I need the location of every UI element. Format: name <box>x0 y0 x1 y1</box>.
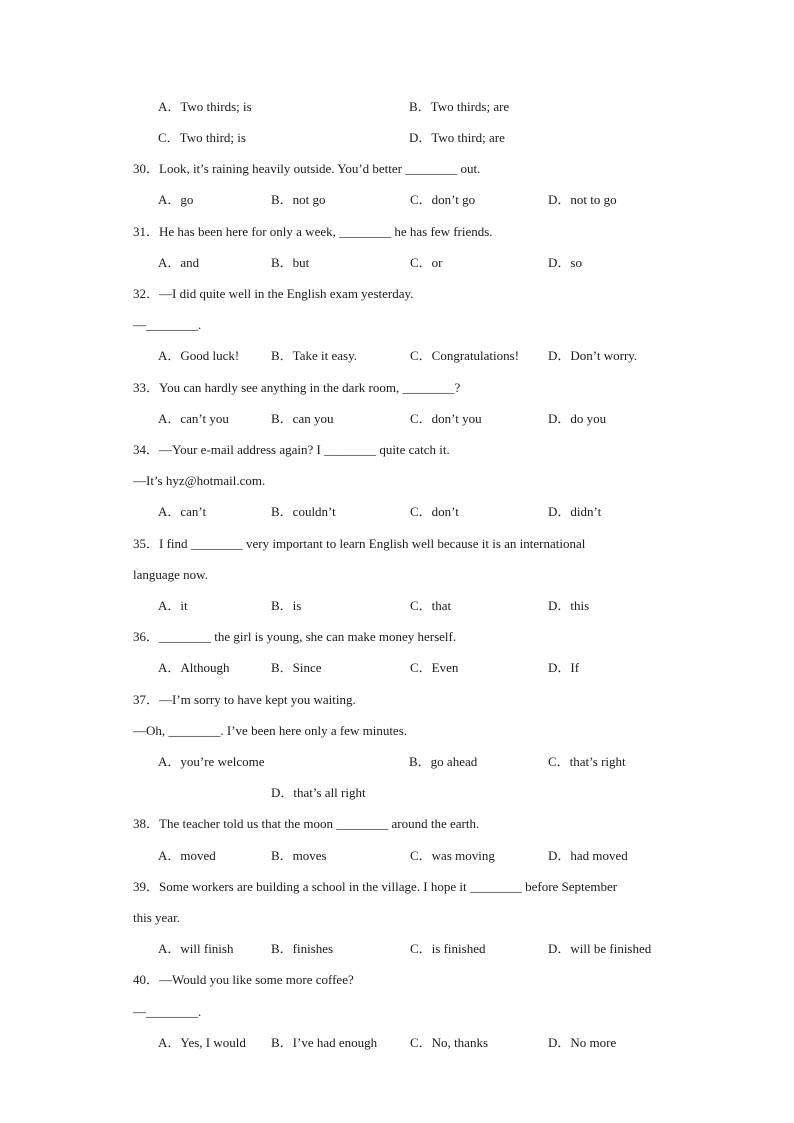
q34-reply: —It’s hyz@hotmail.com. <box>133 473 266 488</box>
q35-option-d: D．this <box>548 598 590 613</box>
q36-option-b: B．Since <box>271 660 322 675</box>
q33-stem: 33．You can hardly see anything in the dark room, ________? <box>133 380 461 395</box>
q38-stem: 38．The teacher told us that the moon ________ around the earth. <box>133 816 480 831</box>
q32-option-a: A．Good luck! <box>158 348 240 363</box>
q39-option-d: D．will be finished <box>548 941 652 956</box>
q30-option-c: C．don’t go <box>410 192 476 207</box>
q35-stem-continued: language now. <box>133 567 208 582</box>
q30-option-b: B．not go <box>271 192 326 207</box>
q33-option-b: B．can you <box>271 411 334 426</box>
q40-option-a: A．Yes, I would <box>158 1035 246 1050</box>
q38-option-b: B．moves <box>271 848 327 863</box>
q35-option-b: B．is <box>271 598 302 613</box>
q30-stem: 30．Look, it’s raining heavily outside. You’d better ________ out. <box>133 161 481 176</box>
q31-option-d: D．so <box>548 255 582 270</box>
q32-option-b: B．Take it easy. <box>271 348 357 363</box>
q39-option-a: A．will finish <box>158 941 234 956</box>
q29-option-b: B．Two thirds; are <box>409 99 510 114</box>
q32-reply: —________. <box>133 317 202 332</box>
q35-stem: 35．I find ________ very important to learn English well because it is an international <box>133 536 586 551</box>
q37-option-a: A．you’re welcome <box>158 754 265 769</box>
q33-option-d: D．do you <box>548 411 607 426</box>
q31-option-a: A．and <box>158 255 200 270</box>
q33-option-a: A．can’t you <box>158 411 229 426</box>
q36-stem: 36．________ the girl is young, she can make money herself. <box>133 629 457 644</box>
q39-option-c: C．is finished <box>410 941 486 956</box>
q32-option-d: D．Don’t worry. <box>548 348 638 363</box>
q32-stem: 32．—I did quite well in the English exam yesterday. <box>133 286 414 301</box>
q38-option-d: D．had moved <box>548 848 628 863</box>
q31-stem: 31．He has been here for only a week, ________ he has few friends. <box>133 224 493 239</box>
q33-option-c: C．don’t you <box>410 411 482 426</box>
q35-option-c: C．that <box>410 598 452 613</box>
q32-option-c: C．Congratulations! <box>410 348 520 363</box>
q31-option-b: B．but <box>271 255 310 270</box>
q39-stem: 39．Some workers are building a school in the village. I hope it ________ before September <box>133 879 618 894</box>
q34-option-b: B．couldn’t <box>271 504 336 519</box>
q36-option-a: A．Although <box>158 660 230 675</box>
q40-option-d: D．No more <box>548 1035 617 1050</box>
q40-reply: —________. <box>133 1004 202 1019</box>
q34-stem: 34．—Your e-mail address again? I ________ quite catch it. <box>133 442 450 457</box>
q36-option-d: D．If <box>548 660 580 675</box>
q34-option-a: A．can’t <box>158 504 207 519</box>
q34-option-c: C．don’t <box>410 504 459 519</box>
q40-stem: 40．—Would you like some more coffee? <box>133 972 354 987</box>
q34-option-d: D．didn’t <box>548 504 602 519</box>
q40-option-c: C．No, thanks <box>410 1035 489 1050</box>
q37-option-c: C．that’s right <box>548 754 626 769</box>
q39-option-b: B．finishes <box>271 941 334 956</box>
q29-option-a: A．Two thirds; is <box>158 99 252 114</box>
q36-option-c: C．Even <box>410 660 459 675</box>
q38-option-a: A．moved <box>158 848 216 863</box>
q37-option-d: D．that’s all right <box>271 785 366 800</box>
q37-option-b: B．go ahead <box>409 754 478 769</box>
q31-option-c: C．or <box>410 255 443 270</box>
q29-option-c: C．Two third; is <box>158 130 246 145</box>
q30-option-d: D．not to go <box>548 192 617 207</box>
q39-stem-continued: this year. <box>133 910 180 925</box>
q37-reply: —Oh, ________. I’ve been here only a few minutes. <box>133 723 408 738</box>
q40-option-b: B．I’ve had enough <box>271 1035 378 1050</box>
q29-option-d: D．Two third; are <box>409 130 505 145</box>
q30-option-a: A．go <box>158 192 194 207</box>
q35-option-a: A．it <box>158 598 188 613</box>
q37-stem: 37．—I’m sorry to have kept you waiting. <box>133 692 356 707</box>
q38-option-c: C．was moving <box>410 848 495 863</box>
